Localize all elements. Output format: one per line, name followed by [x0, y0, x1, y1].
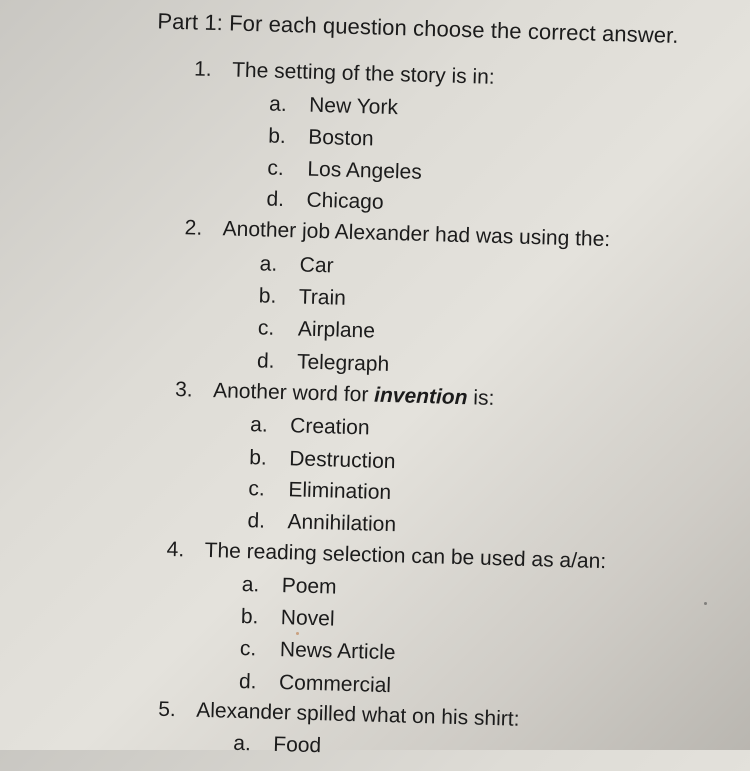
option-letter: a. — [249, 413, 269, 437]
option-letter: d. — [266, 187, 285, 212]
option-text: News Article — [279, 638, 396, 665]
question-4-option-d — [239, 670, 392, 698]
option-letter: a. — [241, 572, 260, 597]
question-number: 3. — [174, 378, 194, 402]
question-1-option-a — [269, 93, 398, 121]
question-3-option-d — [247, 509, 396, 537]
question-5-option-a — [233, 732, 322, 758]
option-text: Boston — [307, 125, 374, 151]
option-text: Annihilation — [287, 510, 397, 537]
option-letter: b. — [248, 446, 268, 470]
question-1-option-c — [267, 157, 422, 185]
option-text: Chicago — [306, 188, 384, 214]
option-letter: a. — [268, 92, 288, 117]
question-2-option-a — [259, 252, 333, 278]
question-text: The reading selection can be used as a/an: — [204, 538, 607, 574]
question-2-option-c — [258, 316, 376, 343]
question-text: Another job Alexander had was using the: — [222, 217, 611, 252]
option-letter: c. — [267, 156, 285, 180]
option-letter: b. — [240, 604, 259, 629]
option-letter: a. — [233, 731, 252, 756]
option-letter: b. — [267, 124, 287, 149]
question-3-option-b — [249, 446, 396, 474]
question-1-option-b — [268, 125, 374, 152]
option-letter: d. — [238, 669, 257, 694]
question-2-option-b — [258, 284, 346, 310]
option-letter: c. — [239, 636, 257, 661]
question-1-option-d — [266, 188, 384, 215]
question-text-before: Another word for — [212, 379, 375, 407]
option-text: Novel — [280, 606, 335, 631]
option-text: Telegraph — [296, 350, 390, 377]
option-text: Commercial — [278, 671, 392, 698]
question-3 — [175, 378, 495, 411]
option-letter: b. — [258, 284, 277, 308]
question-text-after: is: — [467, 386, 495, 410]
option-text: New York — [308, 93, 399, 120]
option-letter: d. — [256, 349, 275, 373]
option-text: Poem — [281, 574, 337, 599]
question-2-option-d — [257, 349, 390, 377]
question-5 — [158, 698, 520, 732]
option-letter: d. — [247, 509, 266, 533]
question-4-option-b — [241, 605, 335, 632]
option-text: Los Angeles — [307, 157, 423, 184]
option-text: Creation — [289, 414, 370, 440]
question-number: 5. — [157, 697, 177, 722]
option-text: Car — [299, 253, 334, 278]
question-4-option-a — [241, 573, 336, 600]
option-letter: c. — [257, 316, 275, 340]
question-4-option-c — [240, 637, 396, 665]
question-number: 4. — [166, 537, 185, 562]
question-text: Alexander spilled what on his shirt: — [195, 698, 520, 731]
question-number: 2. — [184, 216, 203, 240]
option-text: Destruction — [288, 447, 396, 474]
question-text: The setting of the story is in: — [231, 58, 495, 89]
question-1 — [194, 57, 495, 89]
option-text: Food — [273, 732, 322, 758]
option-letter: a. — [259, 252, 278, 276]
option-text: Train — [298, 285, 347, 310]
part-heading: Part 1: For each question choose the correct answer. — [157, 8, 679, 48]
question-2 — [184, 216, 610, 252]
option-text: Airplane — [297, 317, 376, 343]
paper-speck — [704, 602, 707, 605]
question-3-option-a — [250, 413, 370, 440]
option-text: Elimination — [288, 478, 392, 505]
question-4 — [166, 538, 606, 574]
question-emphasis-word: invention — [373, 383, 468, 410]
option-letter: c. — [248, 477, 266, 501]
paper-speck — [296, 632, 299, 635]
question-3-option-c — [248, 477, 391, 505]
question-number: 1. — [193, 57, 212, 81]
